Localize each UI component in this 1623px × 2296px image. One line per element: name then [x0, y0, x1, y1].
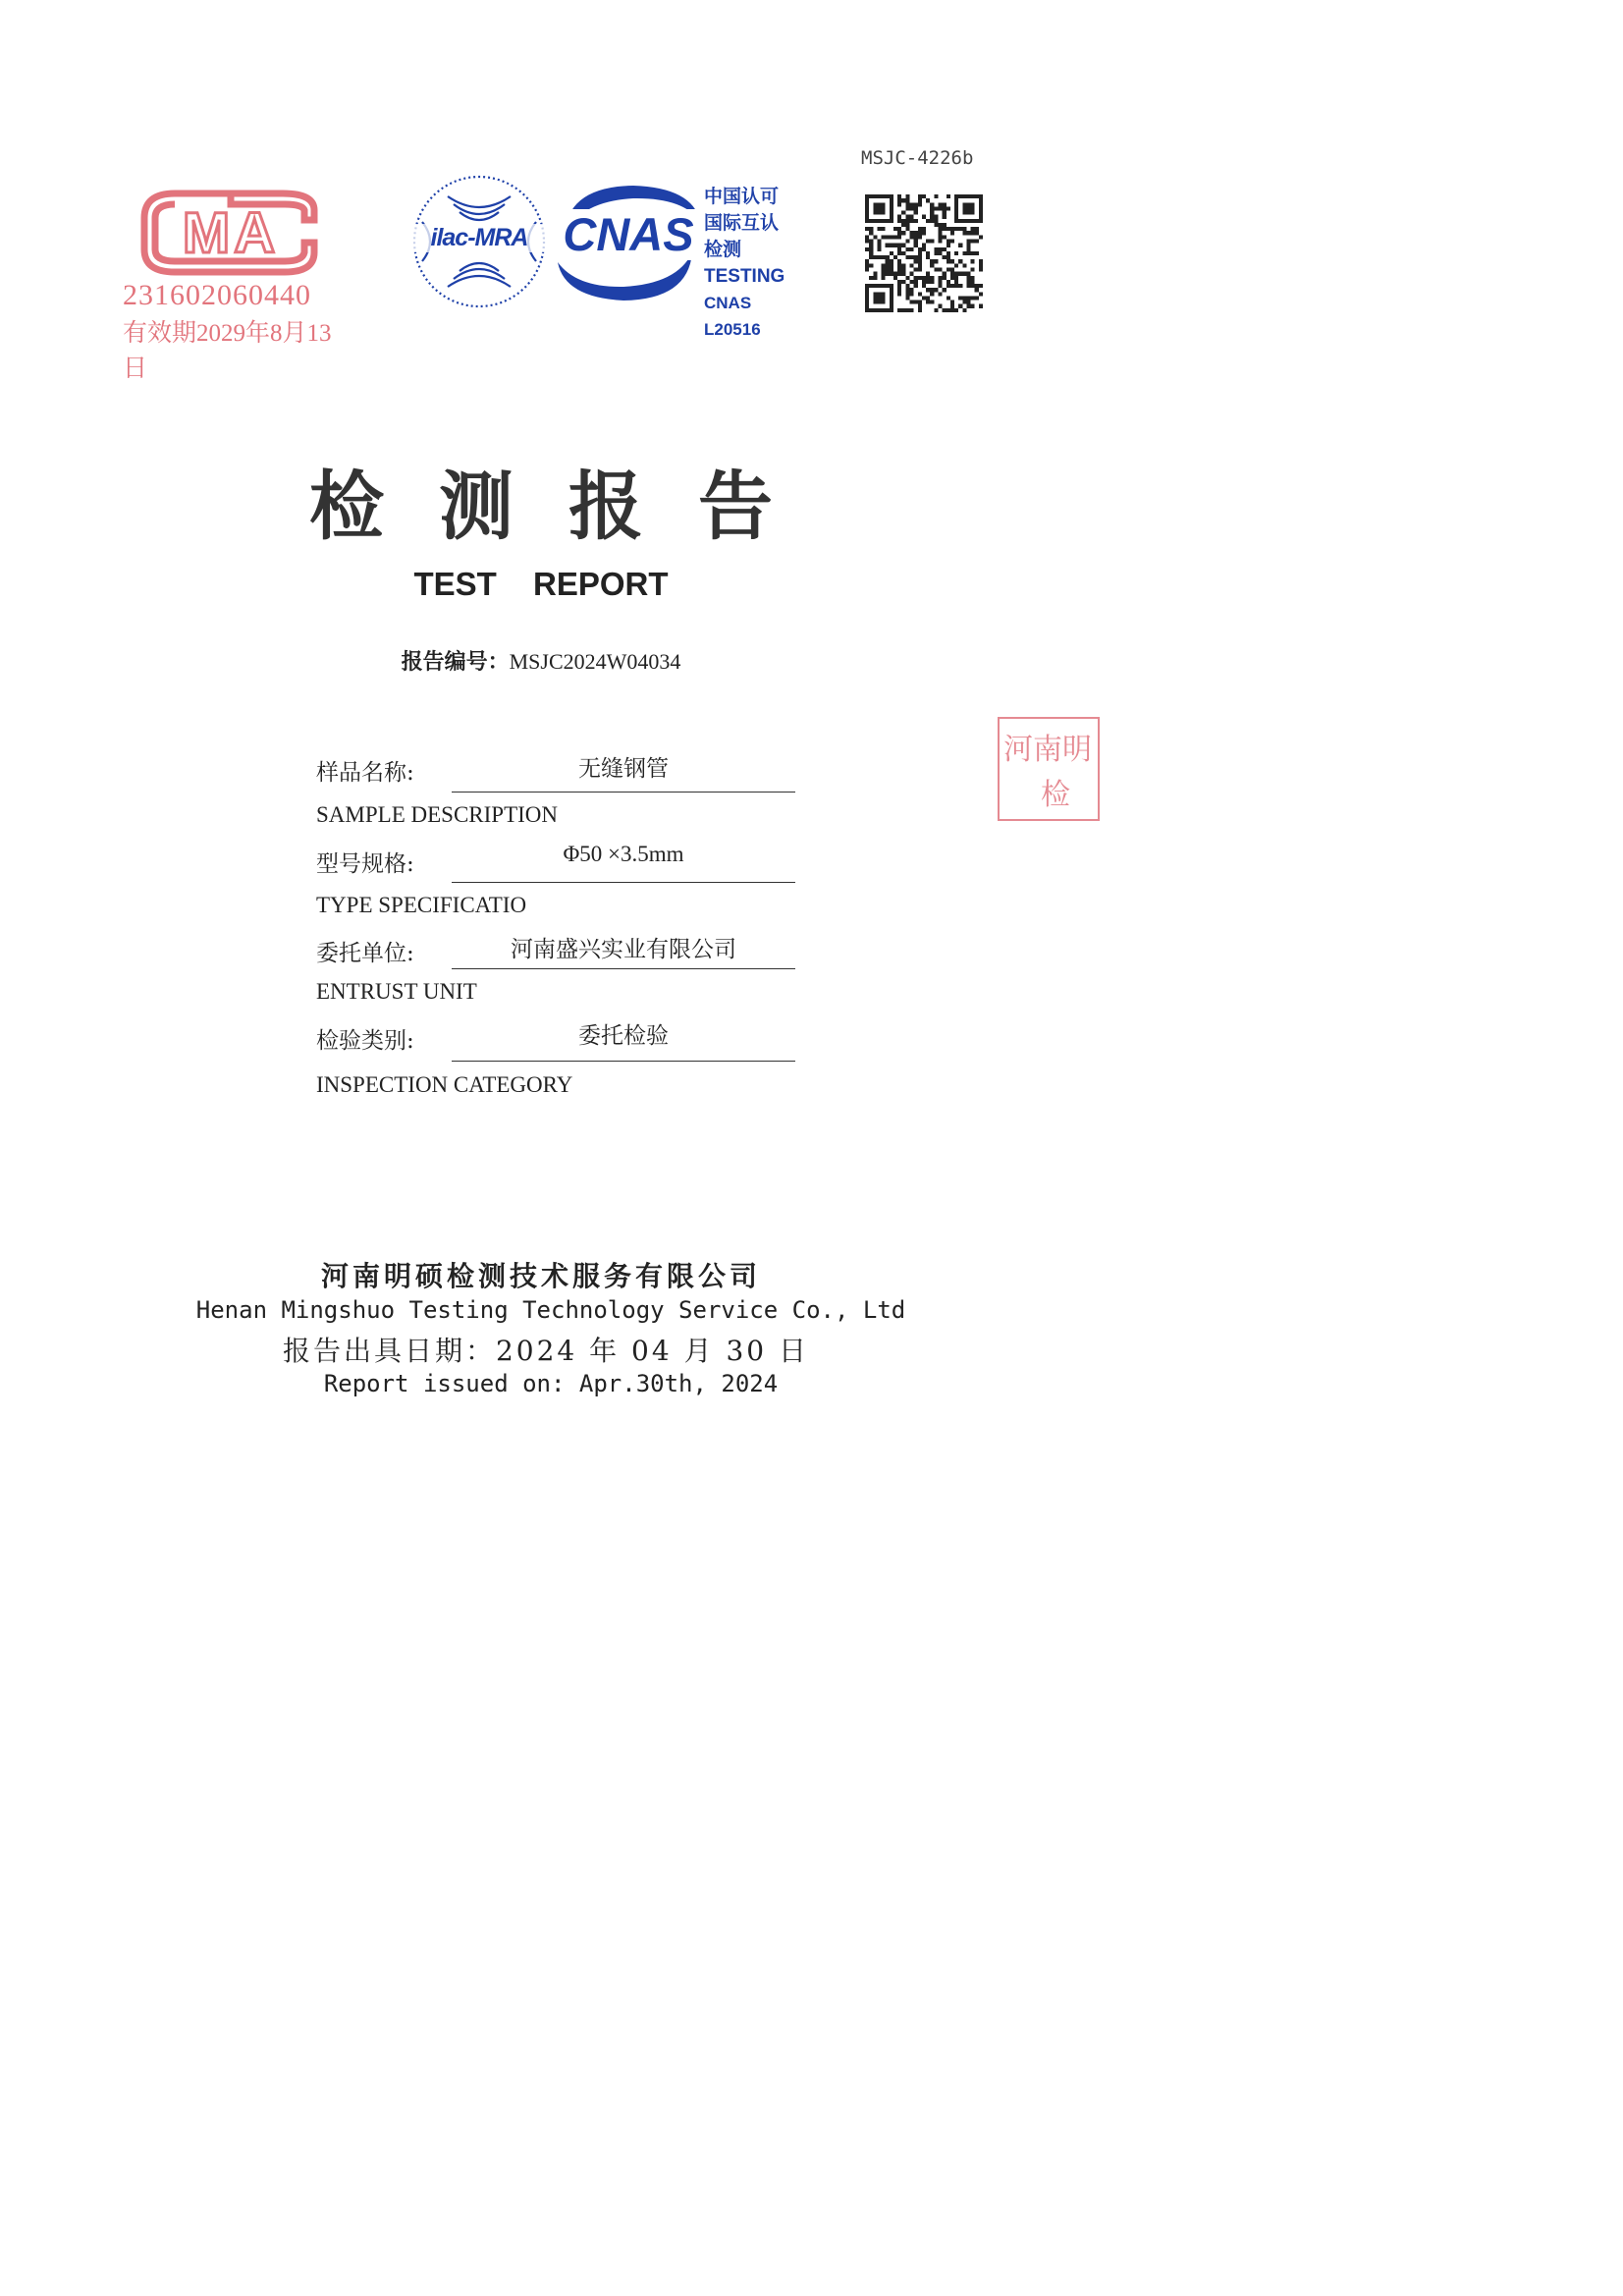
type-specification-label: TYPE SPECIFICATIO: [316, 893, 527, 917]
sample-name-underline: [452, 792, 795, 793]
report-title-cn: 检测报告: [309, 463, 828, 550]
entrust-unit-label: 委托单位:: [316, 941, 414, 966]
entrust-unit-value: 河南盛兴实业有限公司: [511, 937, 736, 962]
cnas-cn-line3: 检测: [704, 239, 742, 260]
entrust-unit-en-label: ENTRUST UNIT: [316, 979, 477, 1004]
cma-number: 231602060440: [123, 279, 311, 311]
report-number: [0, 645, 1082, 676]
issue-date-en: Report issued on: Apr.30th, 2024: [323, 1370, 779, 1397]
cnas-logo: [550, 182, 800, 339]
type-spec-label: 型号规格:: [316, 851, 414, 877]
document-code: MSJC-4226b: [861, 147, 974, 169]
sample-name-label: 样品名称:: [316, 760, 414, 786]
inspection-category-label: 检验类别:: [316, 1028, 414, 1054]
cnas-wordmark: CNAS: [550, 209, 707, 260]
type-spec-underline: [452, 882, 795, 883]
entrust-unit-underline: [452, 968, 795, 969]
cma-stamp: [118, 189, 339, 382]
seal-line1: 河南明: [1003, 733, 1092, 767]
ilac-mra-label: ilac-MRA: [410, 224, 548, 252]
cnas-cn-line2: 国际互认: [704, 212, 780, 234]
company-name-en: Henan Mingshuo Testing Technology Service Co., Ltd: [195, 1296, 906, 1324]
cnas-cn-line1: 中国认可: [704, 186, 780, 207]
cma-mark-text: MA: [182, 201, 280, 265]
report-number-label: 报告编号：: [401, 650, 510, 675]
type-spec-value: Φ50 ×3.5mm: [563, 842, 684, 866]
ilac-mra-logo: [410, 173, 548, 310]
cnas-code: CNAS L20516: [704, 294, 761, 339]
sample-name-value: 无缝钢管: [578, 756, 669, 782]
cma-validity: 有效期2029年8月13日: [123, 320, 332, 382]
company-seal-stamp: [998, 717, 1100, 821]
sample-description-label: SAMPLE DESCRIPTION: [316, 802, 559, 827]
report-number-value: MSJC2024W04034: [509, 649, 681, 674]
inspection-category-en-label: INSPECTION CATEGORY: [316, 1072, 573, 1097]
issue-date-cn: 报告出具日期：2024 年 04 月 30 日: [282, 1335, 810, 1367]
inspection-category-underline: [452, 1061, 795, 1062]
inspection-category-value: 委托检验: [578, 1023, 669, 1049]
company-name-cn: 河南明硕检测技术服务有限公司: [320, 1260, 761, 1292]
seal-line2: 检: [1041, 778, 1070, 812]
cnas-text-block: [704, 184, 800, 343]
cnas-testing: TESTING: [704, 266, 785, 287]
qr-code-icon[interactable]: [865, 194, 983, 312]
report-title-en: TEST REPORT: [413, 566, 669, 602]
